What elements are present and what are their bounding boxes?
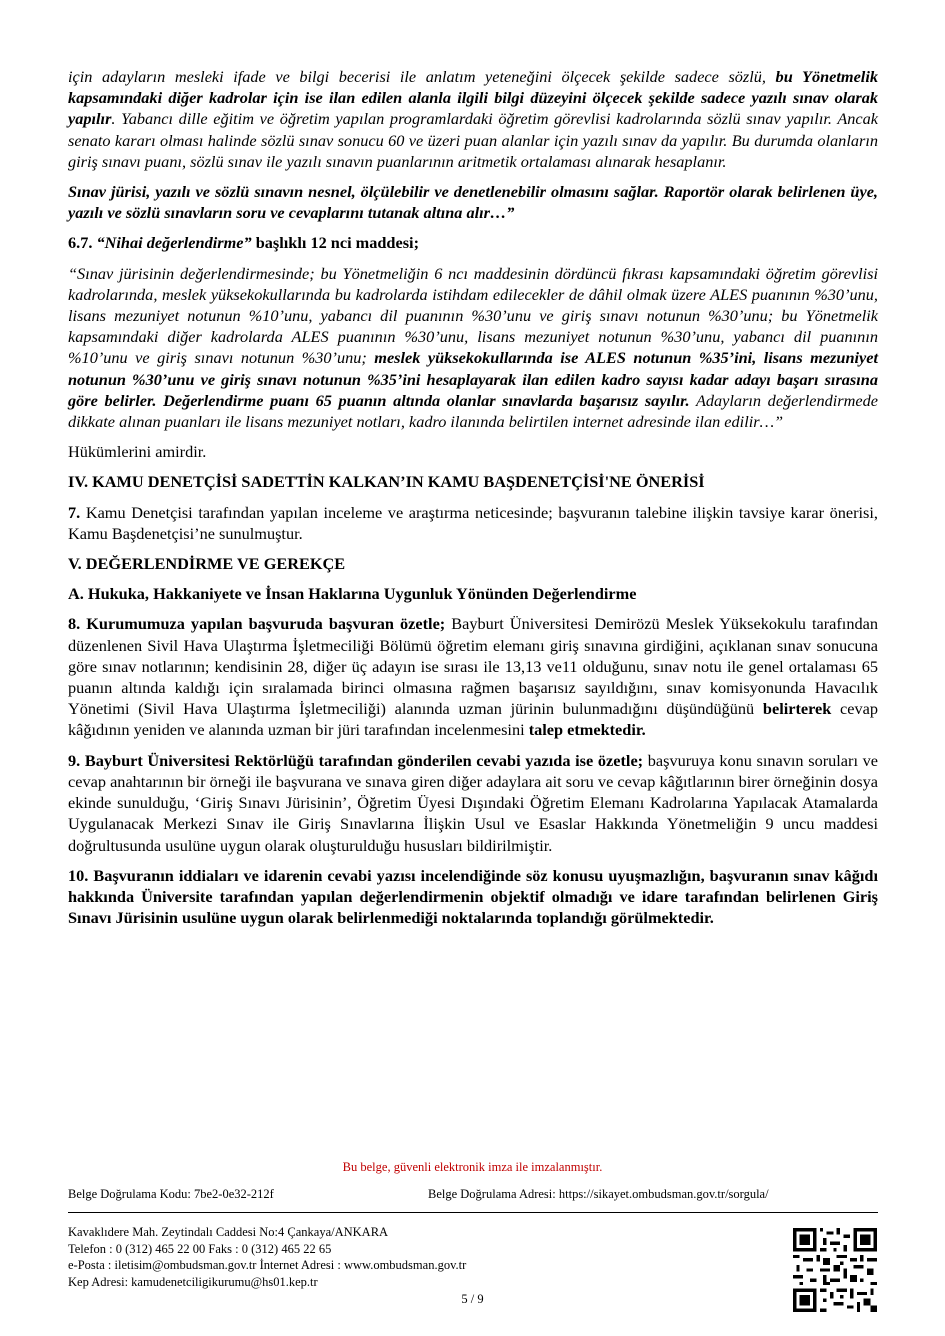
page-number: 5 / 9 xyxy=(461,1292,484,1306)
paragraph-exam-type: için adayların mesleki ifade ve bilgi becerisi ile anlatım yeteneğini ölçecek şekilde sadece sözlü, bu Yönetmelik kapsamındaki diğer kadrolar için ise ilan edilen alanla ilgili bilgi düzeyini ölçecek şekilde sadece yazılı sınav olarak yapılır. Yabancı dille eğitim ve öğretim yapılan programlardaki öğretim görevlisi kadrolarında sözlü sınav yapılır. Ancak senato kararı olması halinde sözlü sınav sonucu 60 ve üzeri puan alanlar için yazılı sınav da yapılır. Bu durumda olanların giriş sınavı puanı, sözlü sınav ile yazılı sınavın puanlarının aritmetik ortalaması alınarak hesaplanır. xyxy=(68,67,878,171)
address-line: Kavaklıdere Mah. Zeytindalı Caddesi No:4 Çankaya/ANKARA xyxy=(68,1225,389,1239)
contact-block xyxy=(68,1224,466,1291)
document-body xyxy=(68,66,878,928)
verification-line xyxy=(68,1187,878,1202)
heading-section-v: V. DEĞERLENDİRME VE GEREKÇE xyxy=(68,554,346,574)
verification-code: Belge Doğrulama Kodu: 7be2-0e32-212f xyxy=(68,1187,274,1201)
paragraph-orders: Hükümlerini amirdir. xyxy=(68,442,207,462)
paragraph-7: 7. Kamu Denetçisi tarafından yapılan inceleme ve araştırma neticesinde; başvuranın talebine ilişkin tavsiye karar önerisi, Kamu Başdenetçisi’ne sunulmuştur. xyxy=(68,502,878,543)
footer-divider xyxy=(68,1212,878,1213)
paragraph-jury: Sınav jürisi, yazılı ve sözlü sınavın nesnel, ölçülebilir ve denetlenebilir olmasını sağlar. Raportör olarak belirlenen üye, yazılı ve sözlü sınavların soru ve cevaplarını tutanak altına alır…” xyxy=(68,182,878,223)
heading-section-a: A. Hukuka, Hakkaniyete ve İnsan Haklarına Uygunluk Yönünden Değerlendirme xyxy=(68,584,637,604)
paragraph-10: 10. Başvuranın iddiaları ve idarenin cevabi yazısı incelendiğinde söz konusu uyuşmazlığın, başvuranın sınav kâğıdı hakkında Üniversite tarafından yapılan değerlendirmenin objektif olmadığı ve idare tarafından belirlenen Giriş Sınavı Jürisinin usulüne uygun olarak belirlenmediği noktalarında toplandığı görülmektedir. xyxy=(68,865,878,928)
paragraph-8: 8. Kurumumuza yapılan başvuruda başvuran özetle; Bayburt Üniversitesi Demirözü Meslek Yüksekokulu tarafından düzenlenen Sivil Hava Ulaştırma İşletmeciliği Bölümü öğretim elemanı giriş sınavına girdiğini, açıklanan sınav sonucuna göre sınav notlarının; kendisinin 28, diğer üç adayın ise sırası ile 13,13 ve11 olduğunu, sınav notu ile genel ortalaması 65 puanın altında kaldığı için sıralamada birinci olmasına rağmen başarısız sayıldığını, sınav komisyonunda Havacılık Yönetimi (Sivil Hava Ulaştırma İşletmeciliği) alanında uzman jürinin bulunmadığını düşündüğünü belirterek cevap kâğıdının yeniden ve alanında uzman bir jüri tarafından incelenmesini talep etmektedir. xyxy=(68,614,879,740)
paragraph-final-evaluation: “Sınav jürisinin değerlendirmesinde; bu Yönetmeliğin 6 ncı maddesinin dördüncü fıkrası kapsamındaki öğretim görevlisi kadrolarında, meslek yüksekokullarında bu kadrolarda istihdam edilecekler de dâhil olmak üzere ALES puanının %30’unu, lisans mezuniyet notunun %10’unu, yabancı dil puanının %30’unu ve giriş sınavı notunun %30’unu; bu Yönetmelik kapsamındaki diğer kadrolarda ALES puanının %30’unu, lisans mezuniyet notunun %30’unu, yabancı dil puanının %10’unu ve giriş sınavı notunun %30’unu; meslek yüksekokullarında ise ALES notunun %35’ini, lisans mezuniyet notunun %30’unu ve giriş sınavı notunun %35’ini hesaplayarak ilan edilen kadro sayısı kadar adayı başarı sırasına göre belirler. Değerlendirme puanı 65 puanın altında olanlar sınavlarda başarısız sayılır. Adayların değerlendirmede dikkate alınan puanları ile lisans mezuniyet notları, kadro ilanında belirtilen internet adresinde ilan edilir…” xyxy=(68,263,878,432)
heading-section-iv: IV. KAMU DENETÇİSİ SADETTİN KALKAN’IN KAMU BAŞDENETÇİSİ'NE ÖNERİSİ xyxy=(68,472,705,492)
signature-note: Bu belge, güvenli elektronik imza ile imzalanmıştır. xyxy=(342,1160,603,1174)
kep-line: Kep Adresi: kamudenetciligikurumu@hs01.kep.tr xyxy=(68,1275,318,1290)
verification-address[interactable]: Belge Doğrulama Adresi: https://sikayet.ombudsman.gov.tr/sorgula/ xyxy=(428,1187,769,1201)
heading-6-7: 6.7. “Nihai değerlendirme” başlıklı 12 nci maddesi; xyxy=(68,233,419,253)
paragraph-9: 9. Bayburt Üniversitesi Rektörlüğü tarafından gönderilen cevabi yazıda ise özetle; başvuruya konu sınavın soruları ve cevap anahtarının bir örneği ile başvurana ve sınava giren diğer adaylara ait soru ve cevap kâğıtlarının birer örneğinin dosya ekinde sunulduğu, ‘Giriş Sınavı Jürisinin’, Öğretim Üyesi Dışındaki Öğretim Elemanı Kadrolarına Yapılacak Atamalarda Uygulanacak Merkezi Sınav ile Giriş Sınavlarına İlişkin Usul ve Esaslar Hakkında Yönetmeliğin 9 uncu maddesi doğrultusunda usulüne uygun olarak oluşturulduğu hususları bildirilmiştir. xyxy=(68,750,878,855)
phone-line: Telefon : 0 (312) 465 22 00 Faks : 0 (312) 465 22 65 xyxy=(68,1241,332,1256)
email-line: e-Posta : iletisim@ombudsman.gov.tr İnternet Adresi : www.ombudsman.gov.tr xyxy=(68,1258,467,1273)
